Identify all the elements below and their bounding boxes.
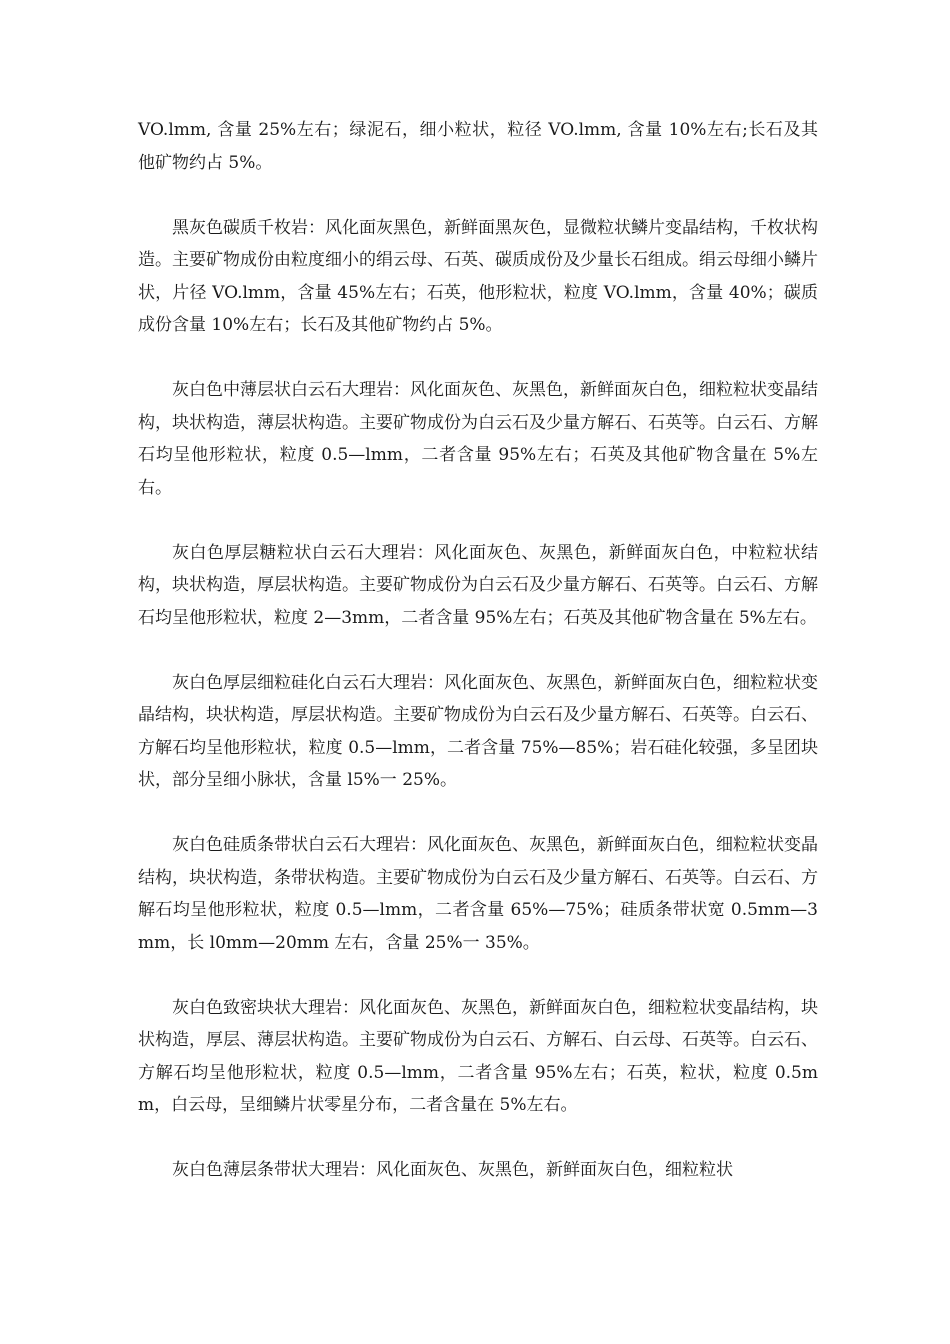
document-body [138, 114, 818, 1187]
paragraph-2: 黑灰色碳质千枚岩：风化面灰黑色，新鲜面黑灰色，显微粒状鳞片变晶结构，千枚状构造。主要矿物成份由粒度细小的绢云母、石英、碳质成份及少量长石组成。绢云母细小鳞片状，片径 VO.lmm，含量 45%左右；石英，他形粒状，粒度 VO.lmm，含量 40%；碳质成份含量 10%左右；长石及其他矿物约占 5%。 [138, 217, 818, 335]
paragraph-3: 灰白色中薄层状白云石大理岩：风化面灰色、灰黑色，新鲜面灰白色，细粒粒状变晶结构，块状构造，薄层状构造。主要矿物成份为白云石及少量方解石、石英等。白云石、方解石均呈他形粒状，粒度 0.5—lmm，二者含量 95%左右；石英及其他矿物含量在 5%左右。 [138, 380, 818, 498]
paragraph-7: 灰白色致密块状大理岩：风化面灰色、灰黑色，新鲜面灰白色，细粒粒状变晶结构，块状构造，厚层、薄层状构造。主要矿物成份为白云石、方解石、白云母、石英等。白云石、方解石均呈他形粒状，粒度 0.5—lmm，二者含量 95%左右；石英，粒状，粒度 0.5mm，白云母，呈细鳞片状零星分布，二者含量在 5%左右。 [138, 997, 818, 1115]
paragraph-1: VO.lmm, 含量 25%左右；绿泥石，细小粒状，粒径 VO.lmm, 含量 10%左右;长石及其他矿物约占 5%。 [138, 120, 818, 173]
paragraph-5: 灰白色厚层细粒硅化白云石大理岩：风化面灰色、灰黑色，新鲜面灰白色，细粒粒状变晶结构，块状构造，厚层状构造。主要矿物成份为白云石及少量方解石、石英等。白云石、方解石均呈他形粒状，粒度 0.5—lmm，二者含量 75%—85%；岩石硅化较强，多呈团块状，部分呈细小脉状，含量 l5%一 25%。 [138, 672, 818, 790]
paragraph-8: 灰白色薄层条带状大理岩：风化面灰色、灰黑色，新鲜面灰白色，细粒粒状 [172, 1160, 733, 1180]
paragraph-6: 灰白色硅质条带状白云石大理岩：风化面灰色、灰黑色，新鲜面灰白色，细粒粒状变晶结构，块状构造，条带状构造。主要矿物成份为白云石及少量方解石、石英等。白云石、方解石均呈他形粒状，粒度 0.5—lmm，二者含量 65%—75%；硅质条带状宽 0.5mm—3mm，长 l0mm—20mm 左右，含量 25%一 35%。 [138, 835, 818, 953]
paragraph-4: 灰白色厚层糖粒状白云石大理岩：风化面灰色、灰黑色，新鲜面灰白色，中粒粒状结构，块状构造，厚层状构造。主要矿物成份为白云石及少量方解石、石英等。白云石、方解石均呈他形粒状，粒度 2—3mm，二者含量 95%左右；石英及其他矿物含量在 5%左右。 [138, 542, 818, 628]
